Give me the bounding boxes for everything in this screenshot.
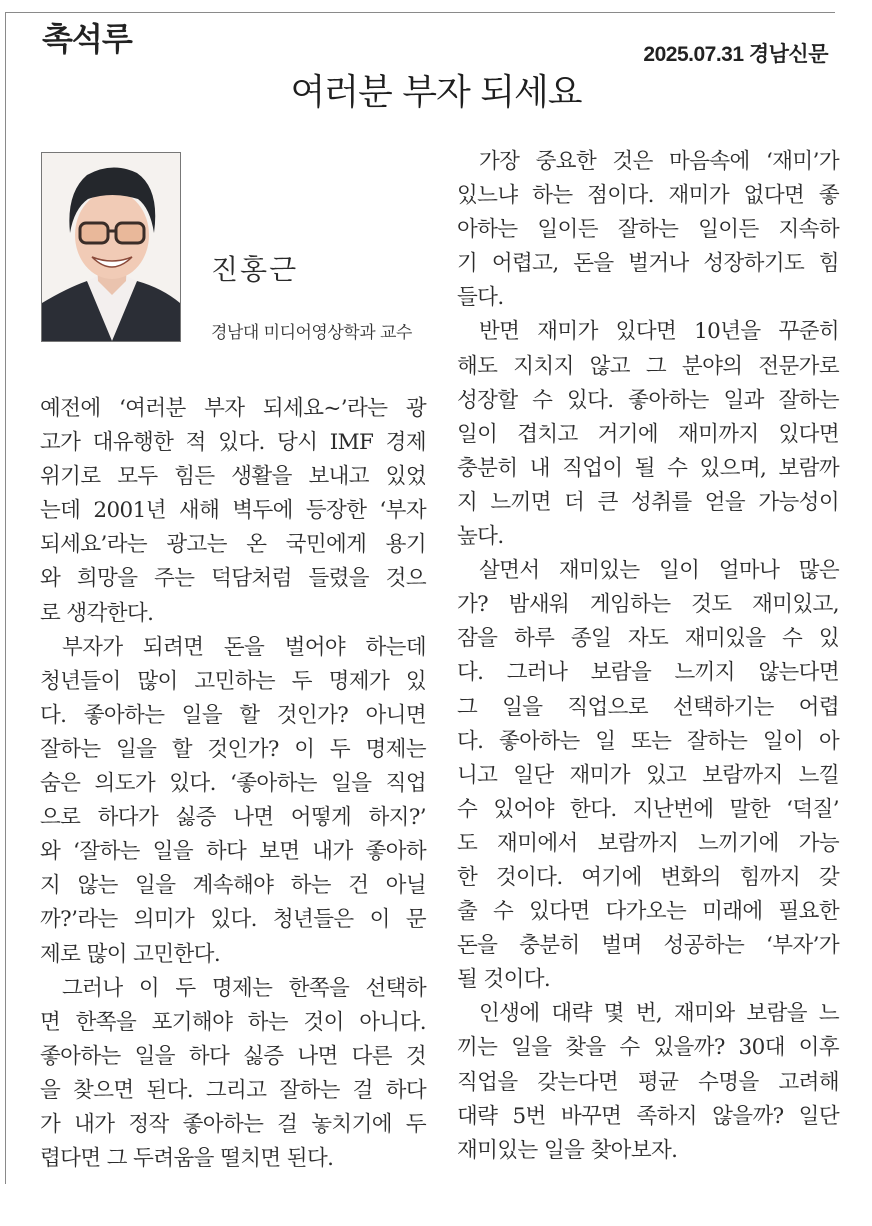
body-text-line: 는데 2001년 새해 벽두에 등장한 ‘부자 xyxy=(40,498,426,524)
body-text-line: 지 않는 일을 계속해야 하는 건 아닐 xyxy=(40,873,426,899)
body-text-line: 위기로 모두 힘든 생활을 보내고 있었 xyxy=(40,464,426,490)
body-text-line: 해도 지치지 않고 그 분야의 전문가로 xyxy=(457,353,839,379)
body-text-line: 출 수 있다면 다가오는 미래에 필요한 xyxy=(457,899,839,925)
body-text-line: 와 ‘잘하는 일을 하다 보면 내가 좋아하 xyxy=(40,839,426,865)
body-text-line: 잘하는 일을 할 것인가? 이 두 명제는 xyxy=(40,736,426,762)
author-portrait-icon xyxy=(42,153,180,341)
body-text-line: 수 있어야 한다. 지난번에 말한 ‘덕질’ xyxy=(457,796,839,822)
body-text-line: 도 재미에서 보람까지 느끼기에 가능 xyxy=(457,830,839,856)
headline: 여러분 부자 되세요 xyxy=(290,72,582,113)
column-section-label: 촉석루 xyxy=(42,20,132,58)
body-text-line: 숨은 의도가 있다. ‘좋아하는 일을 직업 xyxy=(40,771,426,797)
body-text-line: 성장할 수 있다. 좋아하는 일과 잘하는 xyxy=(457,387,839,413)
body-text-line: 부자가 되려면 돈을 벌어야 하는데 xyxy=(62,634,426,660)
body-text-line: 기 어렵고, 돈을 벌거나 성장하기도 힘 xyxy=(457,251,839,277)
body-text-line: 로 생각한다. xyxy=(40,600,154,626)
body-text-line: 직업을 갖는다면 평균 수명을 고려해 xyxy=(457,1069,839,1095)
body-text-line: 살면서 재미있는 일이 얼마나 많은 xyxy=(479,558,839,584)
body-text-line: 다. 좋아하는 일을 할 것인가? 아니면 xyxy=(40,702,426,728)
author-name: 진홍근 xyxy=(211,253,299,286)
body-text-line: 청년들이 많이 고민하는 두 명제가 있 xyxy=(40,668,426,694)
body-text-line: 잠을 하루 종일 자도 재미있을 수 있 xyxy=(457,626,839,652)
author-photo xyxy=(41,152,181,342)
body-text-line: 재미있는 일을 찾아보자. xyxy=(457,1137,678,1163)
body-text-line: 높다. xyxy=(457,524,504,550)
body-text-line: 예전에 ‘여러분 부자 되세요~’라는 광 xyxy=(40,396,426,421)
body-text-line: 제로 많이 고민한다. xyxy=(40,941,221,967)
body-text-line: 렵다면 그 두려움을 떨치면 된다. xyxy=(40,1146,334,1172)
body-text-line: 면 한쪽을 포기해야 하는 것이 아니다. xyxy=(40,1009,426,1035)
body-text-line: 될 것이다. xyxy=(457,967,551,993)
body-column-left xyxy=(40,392,426,1176)
body-text-line: 다. 그러나 보람을 느끼지 않는다면 xyxy=(457,660,839,686)
body-text-line: 까?’라는 의미가 있다. 청년들은 이 문 xyxy=(40,907,426,933)
body-text-line: 고가 대유행한 적 있다. 당시 IMF 경제 xyxy=(40,430,426,456)
body-text-line: 들다. xyxy=(457,285,504,311)
body-text-line: 가? 밤새워 게임하는 것도 재미있고, xyxy=(457,592,839,618)
frame-top-rule xyxy=(5,12,835,13)
body-text-line: 되세요’라는 광고는 온 국민에게 용기 xyxy=(40,532,426,558)
body-text-line: 끼는 일을 찾을 수 있을까? 30대 이후 xyxy=(457,1035,839,1061)
body-text-line: 가 내가 정작 좋아하는 걸 놓치기에 두 xyxy=(40,1111,426,1137)
body-text-line: 일이 겹치고 거기에 재미까지 있다면 xyxy=(457,421,839,447)
body-text-line: 그러나 이 두 명제는 한쪽을 선택하 xyxy=(62,975,426,1001)
body-text-line: 충분히 내 직업이 될 수 있으며, 보람까 xyxy=(457,455,839,481)
body-text-line: 한 것이다. 여기에 변화의 힘까지 갖 xyxy=(457,864,839,890)
body-text-line: 있느냐 하는 점이다. 재미가 없다면 좋 xyxy=(457,183,839,209)
frame-left-rule xyxy=(5,12,6,1184)
body-text-line: 와 희망을 주는 덕담처럼 들렸을 것으 xyxy=(40,566,426,592)
body-column-right xyxy=(457,145,839,1168)
body-text-line: 좋아하는 일을 하다 싫증 나면 다른 것 xyxy=(40,1043,426,1069)
body-text-line: 돈을 충분히 벌며 성공하는 ‘부자’가 xyxy=(457,933,839,959)
body-text-line: 그 일을 직업으로 선택하기는 어렵 xyxy=(457,694,839,720)
body-text-line: 다. 좋아하는 일 또는 잘하는 일이 아 xyxy=(457,728,839,754)
body-text-line: 반면 재미가 있다면 10년을 꾸준히 xyxy=(479,319,839,345)
body-text-line: 가장 중요한 것은 마음속에 ‘재미’가 xyxy=(479,149,839,174)
body-text-line: 대략 5번 바꾸면 족하지 않을까? 일단 xyxy=(457,1103,839,1129)
author-affiliation: 경남대 미디어영상학과 교수 xyxy=(211,323,412,343)
body-text-line: 니고 일단 재미가 있고 보람까지 느낄 xyxy=(457,762,839,788)
body-text-line: 아하는 일이든 잘하는 일이든 지속하 xyxy=(457,217,839,243)
body-text-line: 을 찾으면 된다. 그리고 잘하는 걸 하다 xyxy=(40,1077,426,1103)
body-text-line: 지 느끼면 더 큰 성취를 얻을 가능성이 xyxy=(457,489,839,515)
body-text-line: 으로 하다가 싫증 나면 어떻게 하지?’ xyxy=(40,805,426,831)
dateline: 2025.07.31 경남신문 xyxy=(643,43,828,66)
body-text-line: 인생에 대략 몇 번, 재미와 보람을 느 xyxy=(479,1001,839,1027)
